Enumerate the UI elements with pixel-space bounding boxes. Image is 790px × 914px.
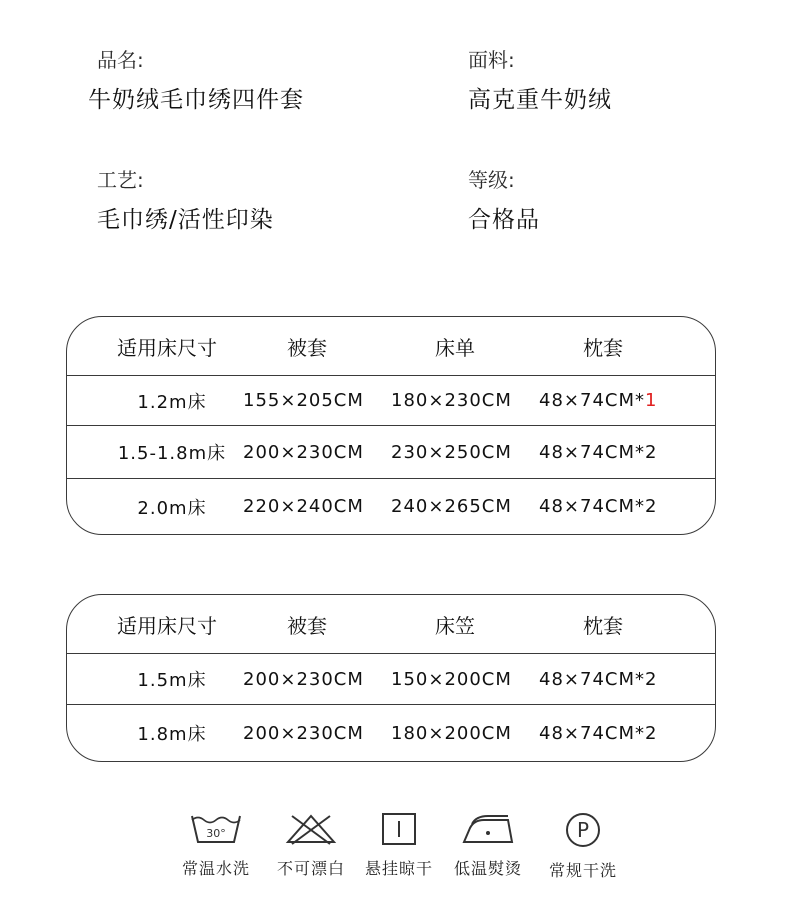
cell-duvet: 220×240CM (243, 496, 364, 517)
care-dry-clean (533, 812, 633, 881)
cell-pillow: 48×74CM*2 (539, 722, 658, 744)
cell-size: 1.5-1.8m床 (117, 443, 227, 464)
spec-name (97, 48, 144, 72)
cell-pillow (539, 442, 657, 463)
cell-sheet: 150×200CM (391, 668, 512, 690)
cell-sheet: 180×200CM (391, 722, 512, 744)
cell-sheet: 230×250CM (391, 441, 512, 463)
care-no-bleach (261, 812, 361, 879)
dry-clean-icon (556, 812, 610, 848)
spec-grade (468, 168, 515, 192)
no-bleach-icon (284, 812, 338, 846)
cell-sheet: 180×230CM (391, 390, 512, 411)
wash-30-icon (189, 812, 243, 846)
spec-label: 面料: (468, 48, 515, 72)
cell-size: 2.0m床 (137, 497, 207, 519)
pillow-size: 48×74CM* (539, 441, 645, 463)
dry-clean-letter: P (576, 818, 590, 842)
header-bed-size: 适用床尺寸 (117, 613, 217, 638)
cell-pillow (539, 496, 657, 517)
table-row (67, 425, 715, 478)
cell-size: 1.5m床 (137, 670, 207, 691)
cell-duvet: 200×230CM (243, 441, 364, 463)
table-row (67, 478, 715, 534)
size-table-flat-sheet (66, 316, 716, 535)
cell-duvet: 200×230CM (243, 668, 364, 690)
table-header-row (67, 317, 715, 375)
header-fitted-sheet: 床笠 (435, 613, 475, 638)
cell-size: 1.8m床 (137, 724, 207, 745)
pillow-size: 48×74CM* (539, 390, 645, 411)
spec-craft-value (97, 206, 274, 234)
care-label: 常规干洗 (548, 861, 617, 880)
care-wash (166, 812, 266, 879)
care-label: 低温熨烫 (453, 859, 522, 878)
pillow-qty: 2 (645, 496, 658, 517)
cell-size: 1.2m床 (137, 391, 207, 413)
care-hang-dry (349, 812, 449, 879)
spec-craft (97, 168, 144, 192)
spec-fabric-value (468, 86, 612, 114)
cell-pillow (539, 390, 657, 411)
header-sheet: 床单 (435, 335, 475, 360)
care-label: 常温水洗 (181, 859, 250, 878)
table-row (67, 375, 715, 425)
spec-value: 毛巾绣/活性印染 (97, 207, 274, 233)
hang-dry-icon (372, 812, 426, 846)
header-pillow: 枕套 (583, 613, 623, 638)
pillow-qty: 2 (645, 441, 658, 463)
header-pillow: 枕套 (583, 335, 623, 360)
spec-grade-value (468, 206, 540, 234)
care-low-iron (438, 812, 538, 879)
spec-value: 合格品 (468, 207, 540, 233)
spec-label: 等级: (468, 168, 515, 192)
pillow-size: 48×74CM* (539, 496, 645, 517)
spec-label: 工艺: (97, 168, 144, 192)
header-duvet: 被套 (287, 335, 327, 360)
pillow-qty-highlight: 1 (645, 390, 658, 411)
cell-duvet: 155×205CM (243, 390, 364, 411)
spec-name-value (88, 86, 304, 114)
care-label: 不可漂白 (276, 859, 345, 878)
cell-duvet: 200×230CM (243, 722, 364, 744)
header-duvet: 被套 (287, 613, 327, 638)
table-row (67, 704, 715, 761)
spec-fabric (468, 48, 515, 72)
spec-value: 高克重牛奶绒 (468, 87, 612, 113)
low-iron-icon (458, 812, 518, 846)
spec-label: 品名: (97, 48, 144, 72)
wash-temp: 30° (206, 827, 226, 840)
care-label: 悬挂晾干 (364, 859, 433, 878)
spec-value: 牛奶绒毛巾绣四件套 (88, 87, 304, 113)
cell-sheet: 240×265CM (391, 496, 512, 517)
table-header-row (67, 595, 715, 653)
cell-pillow: 48×74CM*2 (539, 668, 658, 690)
table-row (67, 653, 715, 704)
size-table-fitted-sheet (66, 594, 716, 762)
header-bed-size: 适用床尺寸 (117, 335, 217, 360)
